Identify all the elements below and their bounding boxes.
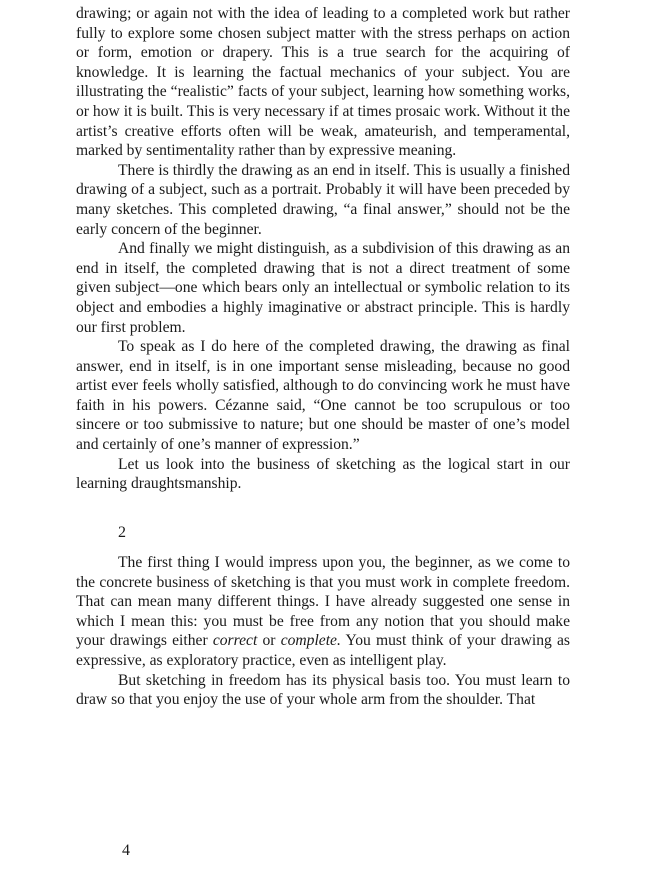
paragraph-text: But sketching in freedom has its physical basis too. You must learn to draw so that you enjoy the use of your whole arm from the shoulder. That	[76, 671, 570, 709]
paragraph-text: drawing; or again not with the idea of leading to a completed work but rather fully to explore some chosen subject matter with the stress perhaps on action or form, emotion or drapery. This is a true search for the acquiring of knowledge. It is learning the factual mechanics of your subject. You are illustrating the “realistic” facts of your subject, learning how something works, or how it is built. This is very necessary if at times prosaic work. Without it the artist’s creative efforts often will be weak, amateurish, and temperamental, marked by sentimentality rather than by expressive meaning.	[76, 5, 570, 160]
body-text-top	[76, 4, 570, 494]
paragraph	[76, 337, 570, 455]
paragraph	[76, 239, 570, 337]
paragraph	[76, 455, 570, 494]
section-number: 2	[118, 524, 126, 541]
paragraph-text: To speak as I do here of the completed drawing, the drawing as final answer, end in itself, is in one important sense misleading, because no good artist ever feels wholly satisfied, although to do convincing work he must have faith in his powers. Cézanne said, “One cannot be too scrupulous or too sincere or too submissive to nature; but one should be master of one’s model and certainly of one’s manner of expression.”	[76, 338, 570, 454]
body-text-bottom	[76, 553, 570, 710]
paragraph-text: There is thirdly the drawing as an end in itself. This is usually a finished drawing of a subject, such as a portrait. Probably it will have been preceded by many sketches. This completed drawing, “a final answer,” should not be the early concern of the beginner.	[76, 161, 570, 238]
emphasis-complete: complete.	[280, 632, 341, 650]
paragraph-text: You must think of your drawing as expressive, as exploratory practice, even as intelligent play.	[76, 632, 570, 669]
paragraph-text: or	[257, 632, 281, 650]
paragraph	[76, 161, 570, 239]
paragraph	[76, 671, 570, 710]
paragraph	[76, 4, 570, 161]
paragraph	[76, 553, 570, 671]
paragraph-text: The first thing I would impress upon you, the beginner, as we come to the concrete business of sketching is that you must work in complete freedom. That can mean many different things. I have already suggested one sense in which I mean this: you must be free from any notion that you should make your drawings either	[76, 554, 570, 650]
emphasis-correct: correct	[212, 632, 258, 650]
paragraph-text: Let us look into the business of sketching as the logical start in our learning draughtsmanship.	[76, 455, 570, 493]
paragraph-text: And finally we might distinguish, as a subdivision of this drawing as an end in itself, the completed drawing that is not a direct treatment of some given subject—one which bears only an intellectual or symbolic relation to its object and embodies a highly imaginative or abstract principle. This is hardly our first problem.	[76, 240, 570, 336]
page-number: 4	[122, 842, 130, 859]
